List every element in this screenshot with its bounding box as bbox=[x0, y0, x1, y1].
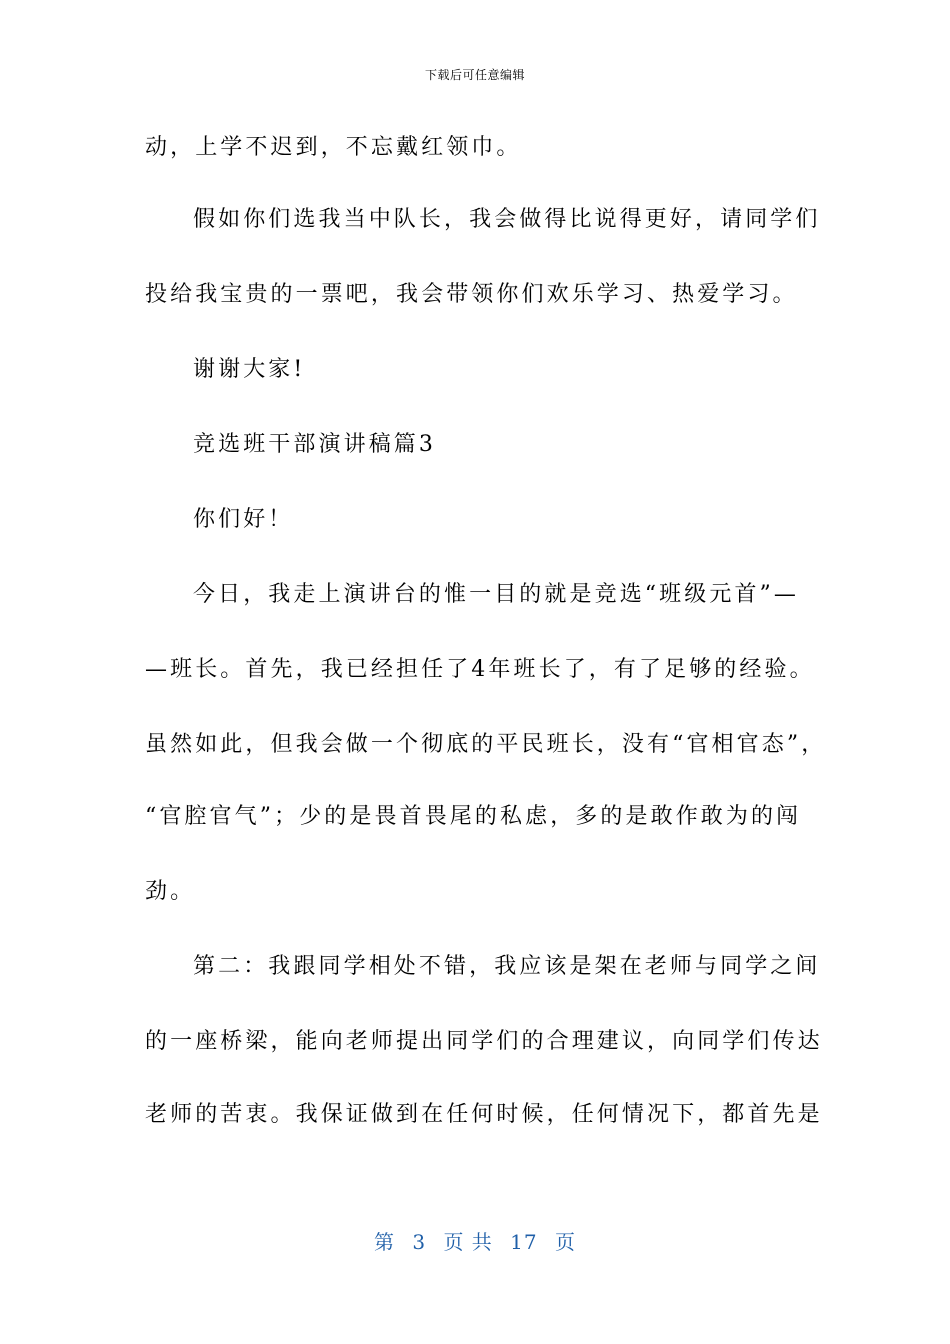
body-line: 第二：我跟同学相处不错，我应该是架在老师与同学之间 bbox=[193, 954, 821, 979]
page-header: 下载后可任意编辑 bbox=[424, 68, 525, 82]
body-line: 虽然如此，但我会做一个彻底的平民班长，没有“官相官态”， bbox=[145, 732, 827, 757]
body-line: 你们好！ bbox=[193, 507, 294, 532]
body-line: 假如你们选我当中队长，我会做得比说得更好，请同学们 bbox=[193, 207, 821, 232]
section-heading: 竞选班干部演讲稿篇3 bbox=[193, 432, 436, 457]
page-footer bbox=[0, 1226, 950, 1255]
body-line: 的一座桥梁，能向老师提出同学们的合理建议，向同学们传达 bbox=[145, 1029, 823, 1054]
current-page-number: 3 bbox=[412, 1230, 427, 1254]
body-line: “官腔官气”；少的是畏首畏尾的私虑，多的是敢作敢为的闯 bbox=[145, 804, 802, 829]
body-line: —班长。首先，我已经担任了4年班长了，有了足够的经验。 bbox=[145, 657, 815, 682]
footer-suffix: 页 bbox=[554, 1230, 576, 1254]
body-line: 今日，我走上演讲台的惟一目的就是竞选“班级元首”— bbox=[193, 582, 799, 607]
footer-middle: 页 共 bbox=[443, 1230, 493, 1254]
body-line: 劲。 bbox=[145, 879, 196, 904]
body-line: 投给我宝贵的一票吧，我会带领你们欢乐学习、热爱学习。 bbox=[145, 282, 798, 307]
body-line: 动，上学不迟到，不忘戴红领巾。 bbox=[145, 135, 522, 160]
body-line: 谢谢大家! bbox=[193, 357, 306, 382]
total-pages: 17 bbox=[510, 1230, 538, 1254]
footer-prefix: 第 bbox=[374, 1230, 395, 1254]
body-line: 老师的苦衷。我保证做到在任何时候，任何情况下，都首先是 bbox=[145, 1102, 823, 1127]
